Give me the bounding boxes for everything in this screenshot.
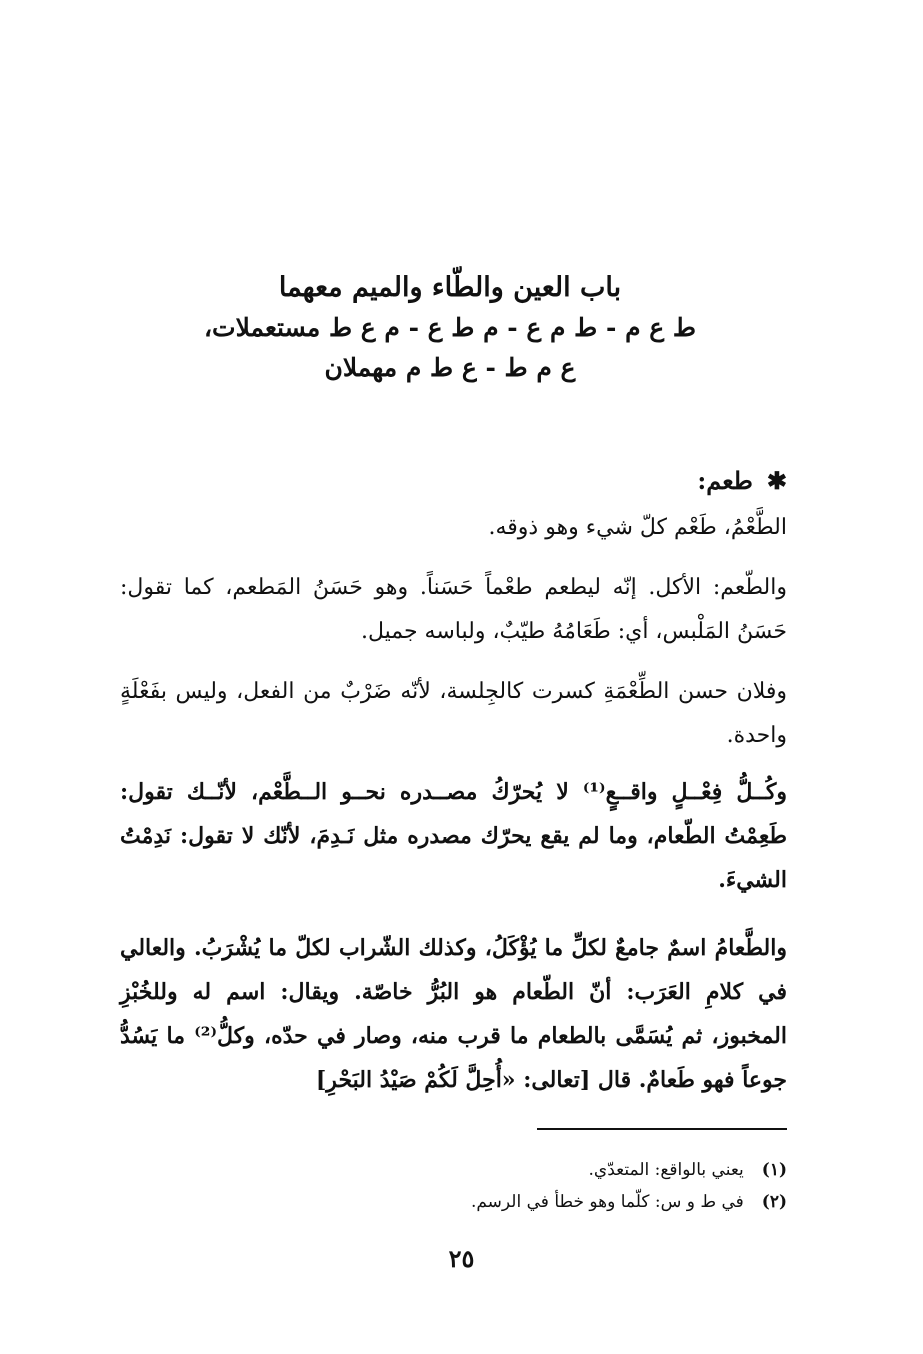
footnote-text: يعني بالواقع: المتعدّي. xyxy=(588,1160,744,1180)
footnotes xyxy=(127,1154,787,1218)
footnote xyxy=(127,1154,787,1186)
paragraph-manner: وفلان حسن الطِّعْمَةِ كسرت كالجِلسة، لأنّه ضَرْبٌ من الفعل، وليس بفَعْلَةٍ واحدة. xyxy=(120,679,787,748)
footnote-number: (١) xyxy=(761,1160,787,1180)
paragraph-eating: والطّعم: الأكل. إنّه ليطعم طعْماً حَسَناً. وهو حَسَنُ المَطعم، كما تقول: حَسَنُ المَلْبس، أي: طَعَامُهُ طيّبٌ، ولباسه جميل. xyxy=(120,575,787,644)
asterisk-icon: ✱ xyxy=(766,466,787,495)
footnote-number: (٢) xyxy=(761,1192,787,1212)
paragraph-food: والطَّعامُ اسمٌ جامعٌ لكلِّ ما يُؤْكَلُ، وكذلك الشّراب لكلّ ما يُشْرَبُ. والعالي في كلامِ العَرَب: أنّ الطّعام هو البُرُّ خاصّة. ويقال: اسم له وللخُبْزِ المخبوز، ثم يُسَمَّى بالطعام ما قرب منه، وصار في حدّه، وكلُّ⁽²⁾ ما يَسُدُّ جوعاً فهو طَعامٌ. قال [تعالى: «أُحِلَّ لَكُمْ صَيْدُ البَحْرِ] xyxy=(120,935,787,1093)
chapter-title: باب العين والطّاء والميم معهما xyxy=(278,272,622,303)
paragraph-definition: الطَّعْمُ، طَعْم كلّ شيء وهو ذوقه. xyxy=(488,515,787,540)
footnote-divider xyxy=(537,1128,787,1130)
root-combinations-used: ط ع م - ط م ع - م ط ع - م ع ط مستعملات، xyxy=(203,313,697,342)
entry-headword: طعم: xyxy=(697,466,753,495)
chapter-heading xyxy=(150,268,750,388)
paragraph-transitive-verb: وكُــلُّ فِعْــلٍ واقــعٍ⁽¹⁾ لا يُحرّكُ مصــدره نحــو الــطَّعْم، لأنّــك تقول: طَعِمْتُ الطّعام، وما لم يقع يحرّك مصدره مثل نَـدِمَ، لأنّك لا تقول: نَدِمْتُ الشيءَ. xyxy=(120,779,787,893)
footnote xyxy=(127,1186,787,1218)
footnote-text: في ط و س: كلّما وهو خطأ في الرسم. xyxy=(470,1192,744,1212)
root-combinations-unused: ع م ط - ع ط م مهملان xyxy=(324,353,576,382)
page-number: ٢٥ xyxy=(448,1244,475,1273)
entry-headword-line xyxy=(697,466,787,495)
